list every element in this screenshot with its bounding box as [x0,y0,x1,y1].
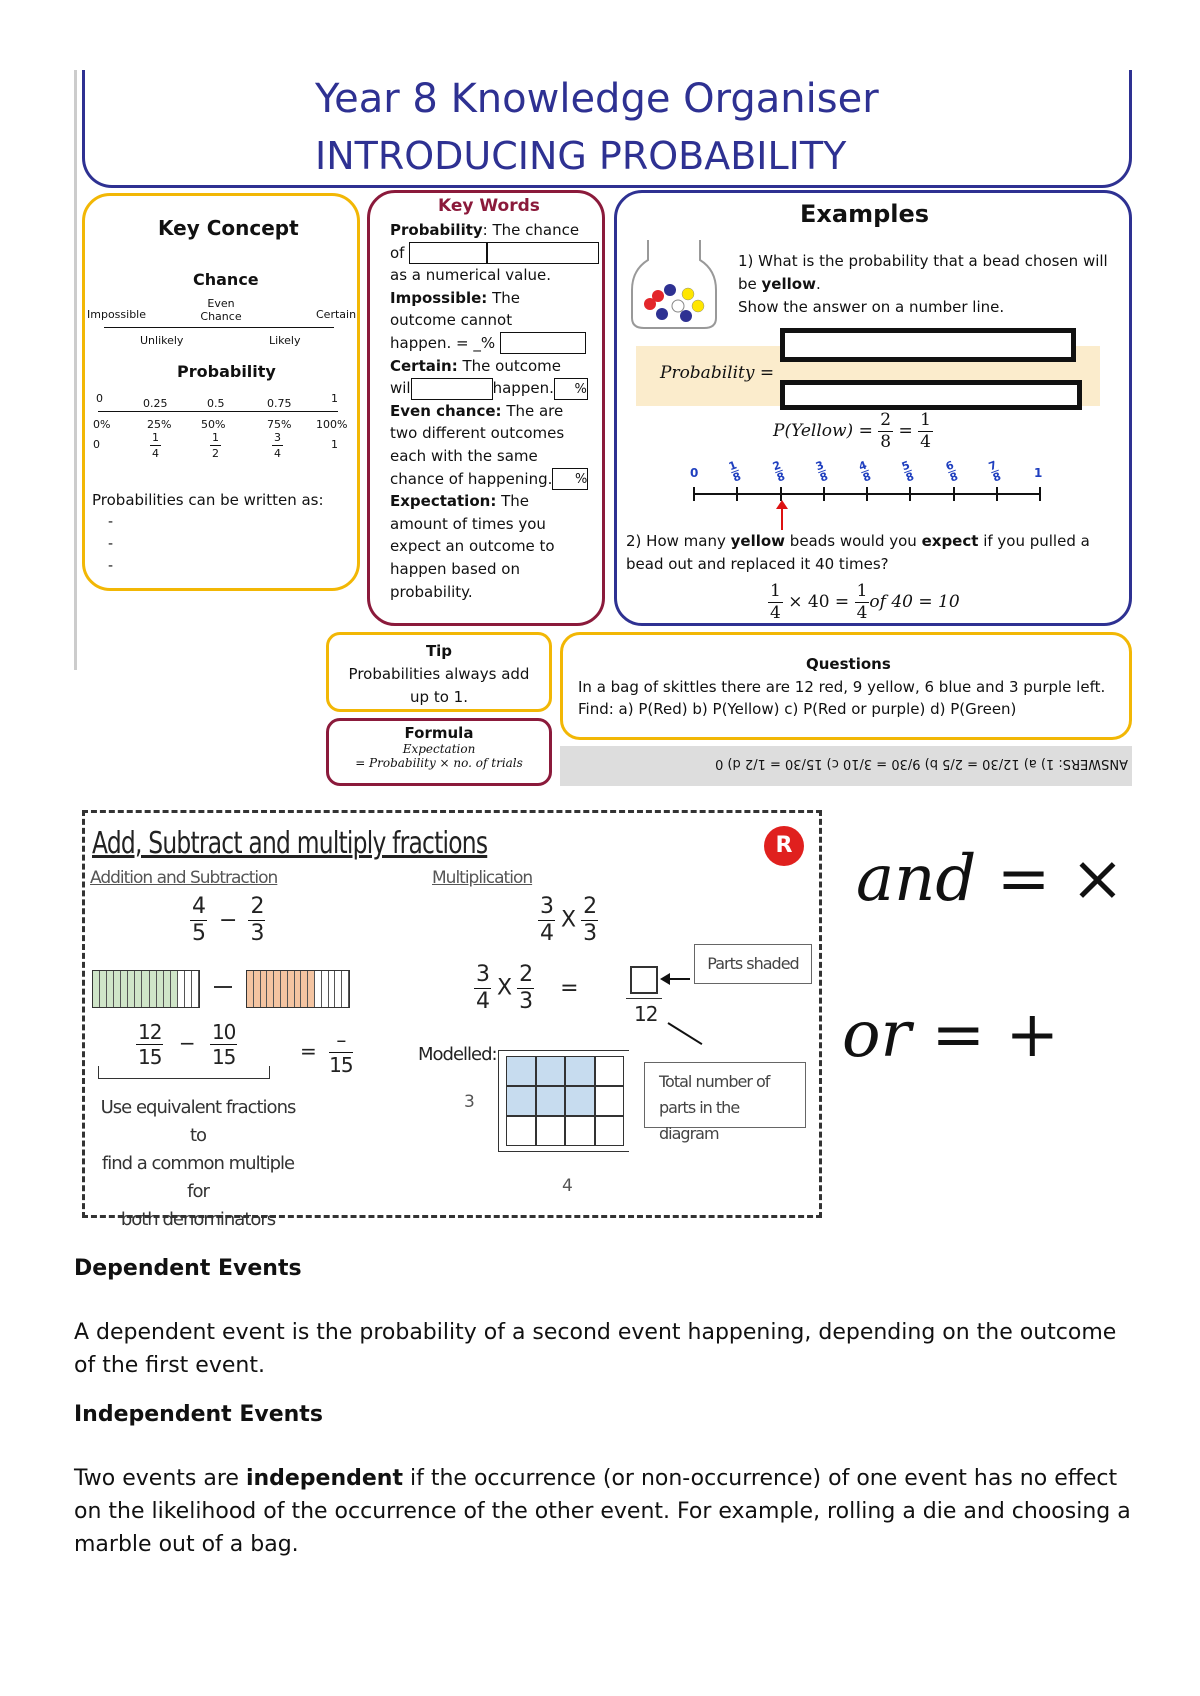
fraction-half: $\frac{1}{2}$ [212,431,219,460]
bar-cell [185,971,192,1007]
numberline-tick [823,487,825,501]
bar-cell [295,971,302,1007]
bead-yellow [682,288,694,300]
written-as-text: Probabilities can be written as: [92,491,324,509]
numberline-fraction: 5 8 [900,458,916,485]
numberline-fraction: 3 8 [813,458,830,485]
answer-box [630,966,658,994]
parts-shaded-arrowhead [660,973,670,985]
probability-heading: Probability [177,362,276,381]
decimal-0: 0 [96,392,103,405]
percent-50: 50% [201,418,226,431]
area-grid-cell [506,1116,536,1146]
bar-cell [114,971,121,1007]
redacted-denominator-box [780,380,1082,410]
numberline-1: 1 [1034,466,1043,480]
decimal-1: 1 [331,392,338,405]
area-grid-cell [565,1116,595,1146]
bar-cell [107,971,114,1007]
bar-cell [150,971,157,1007]
area-grid-cell [595,1116,625,1146]
chance-heading: Chance [193,270,259,289]
numberline-fraction: 1 8 [727,458,743,485]
percent-0: 0% [93,418,111,431]
percent-75: 75% [267,418,292,431]
bar-cell [261,971,268,1007]
page-subtitle: INTRODUCING PROBABILITY [315,134,847,178]
area-grid-cell [536,1116,566,1146]
scale-certain: Certain [316,308,357,321]
answer-arrow [781,506,783,530]
numberline-0: 0 [690,466,699,480]
formula-content: Formula Expectation = Probability × no. of trials [355,724,523,770]
dependent-events-text: A dependent event is the probability of a second event happening, depending on the outcome of the first event. [74,1320,1117,1378]
parts-shaded-label: Parts shaded [694,944,812,984]
area-grid-cell [506,1056,536,1086]
bar-cell [267,971,274,1007]
area-grid-cell [536,1086,566,1116]
decimal-05: 0.5 [207,397,225,410]
modelled-label: Modelled: [418,1044,497,1065]
bar-cell [171,971,178,1007]
fraction-quarter: $\frac{1}{4}$ [152,431,159,460]
bar-cell [329,971,336,1007]
total-parts-label: Total number of parts in the diagram [644,1062,806,1128]
bar-model-fifteenths-b [246,970,350,1008]
area-grid-cell [595,1056,625,1086]
bar-cell [157,971,164,1007]
subtraction-sum: $\frac{4}{5}$ − $\frac{2}{3}$ [192,894,264,946]
expectation-calc: $\frac{1}{4}$ × 40 = $\frac{1}{4}$ of 40 = 10 [770,581,960,623]
bar-cell [192,971,199,1007]
percent-25: 25% [147,418,172,431]
bead-blue [664,284,676,296]
bullet-1: - [108,514,114,530]
numberline-tick [866,487,868,501]
or-equals-plus: or = + [842,998,1060,1072]
answers-text: ANSWERS: 1) a) 12/30 = 2/5 b) 9/30 = 3/10 c) 15/30 = 1/2 d) 0 [715,756,1128,771]
numberline-fraction: 6 8 [943,458,960,485]
bar-model-fifteenths-a [92,970,200,1008]
question-1: 1) What is the probability that a bead chosen will be yellow. Show the answer on a number line. [738,252,1108,316]
scale-impossible: Impossible [87,308,146,321]
numberline-tick [1039,487,1041,501]
probability-scale-line [98,411,338,412]
brace-line [98,1066,270,1079]
bar-cell [281,971,288,1007]
area-grid-cell [565,1086,595,1116]
equivalent-sum: $\frac{12}{15}$ − $\frac{10}{15}$ [138,1020,236,1069]
header-left-bar [74,70,77,670]
answer-fraction-line [626,998,662,999]
area-grid-cell [536,1056,566,1086]
answer-denominator: 12 [634,1002,658,1026]
tip-content: Tip Probabilities always add up to 1. [348,642,530,706]
key-words-heading: Key Words [438,196,540,216]
answer-arrow-head [776,500,788,509]
fraction-zero: 0 [93,438,100,451]
numberline-fraction: 4 8 [856,458,873,485]
area-grid-cell [565,1056,595,1086]
redacted-numerator-box [780,328,1076,362]
bar-cell [121,971,128,1007]
decimal-075: 0.75 [267,397,292,410]
fractions-title: Add, Subtract and multiply fractions [92,826,488,861]
and-equals-times: and = × [856,842,1125,916]
bullet-3: - [108,558,114,574]
page-title: Year 8 Knowledge Organiser [315,76,879,122]
question-2: 2) How many yellow beads would you expect if you pulled a bead out and replaced it 40 times? [626,532,1090,573]
bar-cell [135,971,142,1007]
percent-100: 100% [316,418,348,431]
dependent-events-heading: Dependent Events [74,1256,302,1281]
mult-heading: Multiplication [432,868,533,888]
examples-heading: Examples [800,200,930,228]
key-words-body: Probability: The chance of as a numerical value. Impossible: The outcome cannot happen. = _% Certain: The outcome wil happen. % Even chance: The are two different outcomes each with the same chance of happening. % Expectation: The amount of times you expect an outcome to happen based on probability. [390,219,602,603]
area-grid-cell [506,1086,536,1116]
numberline-tick [996,487,998,501]
chance-scale-line [104,327,334,328]
bar-cell [322,971,329,1007]
equivalent-tip: Use equivalent fractions to find a common multiple for both denominators [100,1097,296,1230]
numberline-fraction: 2 8 [770,458,787,485]
independent-events-text: Two events are independent if the occurrence (or non-occurrence) of one event has no effect on the likelihood of the occurrence of the other event. For example, rolling a die and choosing a marble out of a bag. [74,1466,1131,1557]
numberline-fraction: 7 8 [986,458,1003,485]
numberline-tick [736,487,738,501]
questions-line-2: Find: a) P(Red) b) P(Yellow) c) P(Red or purple) d) P(Green) [578,700,1017,718]
scale-unlikely: Unlikely [140,334,184,347]
bar-cell [335,971,342,1007]
grid-side-4: 4 [562,1176,572,1196]
scale-even-chance: Even Chance [200,297,242,323]
bar-cell [301,971,308,1007]
bar-cell [315,971,322,1007]
multiplication-sum-top: $\frac{3}{4}$ X $\frac{2}{3}$ [540,894,597,946]
numberline-tick [693,487,695,501]
bar-cell [274,971,281,1007]
bar-cell [254,971,261,1007]
fraction-three-quarters: $\frac{3}{4}$ [274,431,281,460]
scale-likely: Likely [269,334,301,347]
area-model-grid [506,1056,624,1146]
bead-red [644,298,656,310]
bead-white [672,300,684,312]
bullet-2: - [108,536,114,552]
numberline-tick [953,487,955,501]
bar-cell [100,971,107,1007]
bar-cell [308,971,315,1007]
revision-badge: R [764,826,804,866]
questions-line-1: In a bag of skittles there are 12 red, 9 yellow, 6 blue and 3 purple left. [578,678,1106,696]
bar-cell [142,971,149,1007]
bar-cell [178,971,185,1007]
bar-cell [247,971,254,1007]
bar-minus [214,986,232,988]
numberline-tick [909,487,911,501]
probability-label: Probability = [660,363,775,383]
bead-yellow [692,300,704,312]
bead-blue [680,310,692,322]
key-concept-heading: Key Concept [158,216,299,240]
bar-cell [342,971,349,1007]
bead-blue [656,308,668,320]
multiplication-sum: $\frac{3}{4}$ X $\frac{2}{3}$ = [476,962,578,1014]
grid-side-3: 3 [464,1092,474,1112]
add-sub-heading: Addition and Subtraction [90,868,278,888]
numberline-tick [780,487,782,501]
area-grid-cell [595,1086,625,1116]
p-yellow-calc: P(Yellow) = $\frac{2}{8}$ = $\frac{1}{4}$ [773,410,931,452]
bar-cell [93,971,100,1007]
independent-events-heading: Independent Events [74,1402,323,1427]
decimal-025: 0.25 [143,397,168,410]
bead-jar-image [628,232,720,332]
bar-cell [164,971,171,1007]
bar-cell [128,971,135,1007]
key-concept-panel [82,193,360,591]
questions-heading: Questions [806,655,891,673]
fraction-one: 1 [331,438,338,451]
bar-cell [288,971,295,1007]
result-sum: = $\frac{-}{15}$ [300,1028,353,1077]
